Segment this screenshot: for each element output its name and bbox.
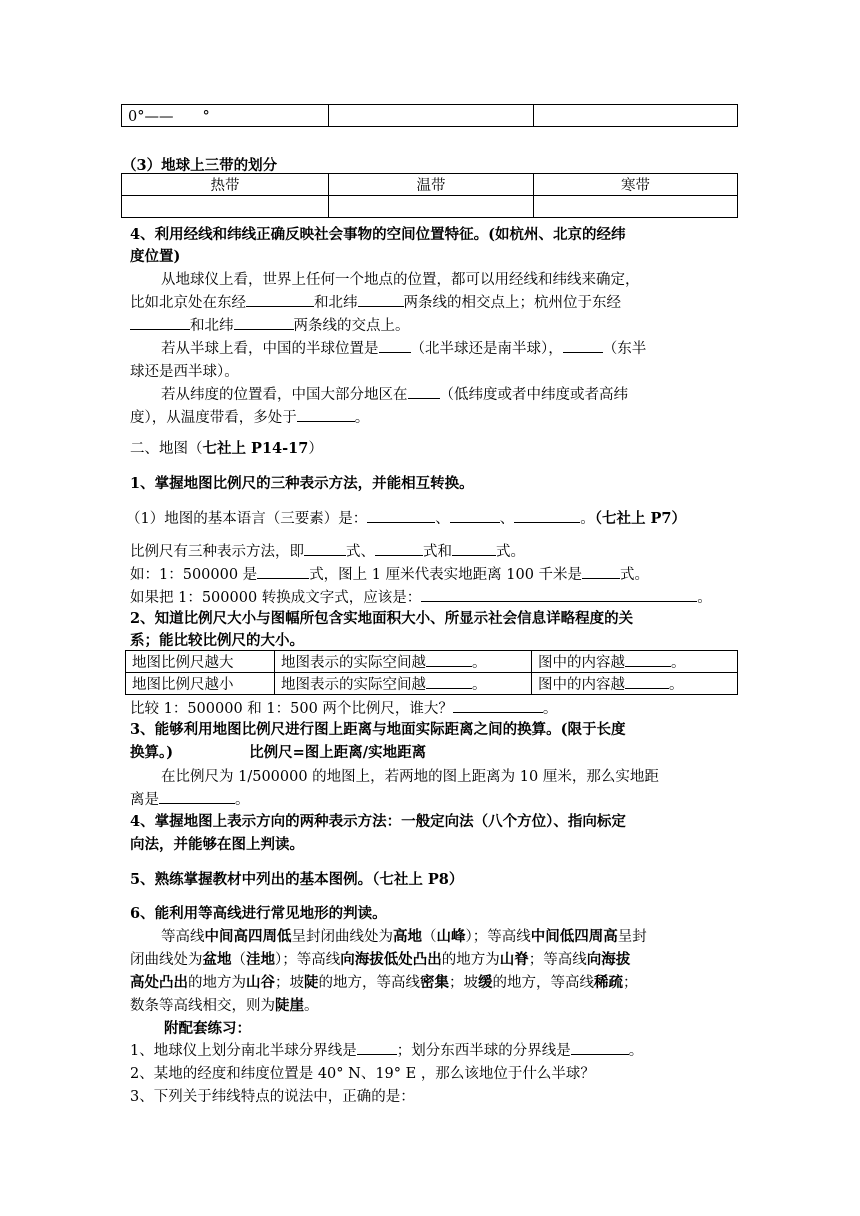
map-item-3-cont: 换算。) 比例尺=图上距离/实地距离 [130,744,427,761]
blank [357,1040,397,1055]
paragraph: 从地球仪上看，世界上任何一个地点的位置，都可以用经线和纬线来确定， [161,272,640,288]
blank [375,541,423,556]
question-1: 1、地球仪上划分南北半球分界线是 ；划分东西半球的分界线是 。 [130,1039,643,1060]
scale-cell: 图中的内容越 。 [532,673,738,695]
zones-table [121,173,738,218]
blank [582,564,620,579]
paragraph: 离是 。 [130,788,250,809]
blank [453,698,543,713]
map-item-4-cont: 向法，并能够在图上判读。 [130,836,304,853]
blank [297,407,355,422]
blank [367,508,435,523]
table1-cell [329,105,534,127]
paragraph: 比如北京处在东经 和北纬 两条线的相交点上；杭州位于东经 [130,291,621,312]
blank [130,315,190,330]
map-item-2: 2、知道比例尺大小与图幅所包含实地面积大小、所显示社会信息详略程度的关 [130,610,634,627]
paragraph: 若从纬度的位置看，中国大部分地区在 （低纬度或者中纬度或者高纬 [161,383,628,404]
zone-header: 寒带 [534,174,738,196]
map-item-3: 3、能够利用地图比例尺进行图上距离与地面实际距离之间的换算。(限于长度 [130,721,626,738]
blank [408,384,440,399]
zone-header: 热带 [122,174,329,196]
scale-cell: 地图比例尺越大 [126,651,275,673]
paragraph: 比例尺有三种表示方法，即 式、 式和 式。 [130,540,525,561]
question-2: 2、某地的经度和纬度位置是 40° N、19° E ，那么该地位于什么半球？ [130,1066,595,1082]
paragraph: 如果把 1：500000 转换成文字式，应该是： 。 [130,586,712,607]
paragraph: 在比例尺为 1/500000 的地图上，若两地的图上距离为 10 厘米，那么实地距 [161,769,659,785]
blank [358,292,404,307]
map-item-2-cont: 系；能比较比例尺的大小。 [130,632,304,649]
paragraph: （1）地图的基本语言（三要素）是： 、 、 。（七社上 P7） [126,510,687,527]
item-4-title: 4、利用经线和纬线正确反映社会事物的空间位置特征。(如杭州、北京的经纬 [130,226,626,243]
blank [514,508,580,523]
paragraph: 等高线中间高四周低呈封闭曲线处为高地（山峰）；等高线中间低四周高呈封 [161,928,647,945]
blank [450,508,500,523]
blank [452,541,496,556]
scale-cell: 地图表示的实际空间越 。 [275,651,532,673]
scale-cell: 地图表示的实际空间越 。 [275,673,532,695]
paragraph: 若从半球上看，中国的半球位置是 （北半球还是南半球）， （东半 [161,337,646,358]
scale-cell: 图中的内容越 。 [532,651,738,673]
map-item-5: 5、熟练掌握教材中列出的基本图例。（七社上 P8） [130,871,464,888]
paragraph: 如：1：500000 是 式，图上 1 厘米代表实地距离 100 千米是 式。 [130,563,649,584]
table1-cell [534,105,738,127]
zone-cell [534,196,738,218]
paragraph: 高处凸出的地方为山谷；坡陡的地方，等高线密集；坡缓的地方，等高线稀疏； [130,974,638,991]
section-2-title: 二、地图（七社上 P14-17） [130,440,323,457]
section-3-title: （3）地球上三带的划分 [122,157,278,174]
map-item-1: 1、掌握地图比例尺的三种表示方法，并能相互转换。 [130,475,474,492]
map-item-6: 6、能利用等高线进行常见地形的判读。 [130,905,387,922]
practice-title: 附配套练习： [164,1020,251,1037]
blank [379,338,411,353]
paragraph: 度），从温度带看，多处于 。 [130,406,369,427]
scale-cell: 地图比例尺越小 [126,673,275,695]
table1-cell: 0°—— ° [122,105,329,127]
blank [159,789,235,804]
paragraph: 比较 1：500000 和 1：500 两个比例尺，谁大？ 。 [130,697,557,718]
paragraph: 闭曲线处为盆地（洼地）；等高线向海拔低处凸出的地方为山脊；等高线向海拔 [130,951,631,968]
paragraph: 数条等高线相交，则为陡崖。 [130,997,319,1014]
blank [304,541,346,556]
blank [571,1040,629,1055]
paragraph: 球还是西半球）。 [130,364,239,380]
zone-cell [329,196,534,218]
zone-header: 温带 [329,174,534,196]
map-item-4: 4、掌握地图上表示方向的两种表示方法：一般定向法（八个方位）、指向标定 [130,813,626,830]
paragraph: 和北纬 两条线的交点上。 [130,314,410,335]
scale-table [125,650,738,695]
blank [257,564,309,579]
blank [234,315,294,330]
item-4-title-cont: 度位置) [130,248,181,265]
blank [246,292,314,307]
zone-cell [122,196,329,218]
blank [421,587,697,602]
question-3: 3、下列关于纬线特点的说法中，正确的是： [130,1089,415,1105]
blank [563,338,603,353]
latitude-table [121,104,738,127]
